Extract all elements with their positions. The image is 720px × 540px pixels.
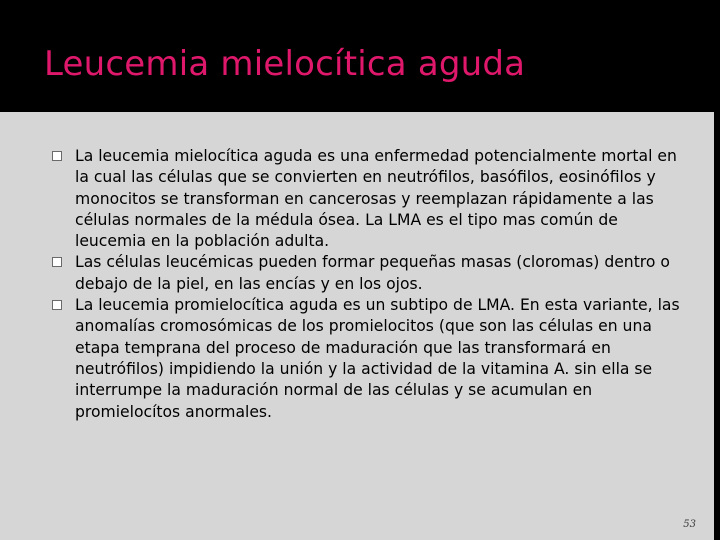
bullet-text-2: Las células leucémicas pueden formar pequeñas masas (cloromas) dentro o debajo de la piel, en las encías y en los ojos. xyxy=(75,253,670,293)
bullet-text-1: La leucemia mielocítica aguda es una enfermedad potencialmente mortal en la cual las células que se convierten en neutrófilos, basófilos, eosinófilos y monocitos se transforman en cancerosas y reemplazan rápidamente a las células normales de la médula ósea. La LMA es el tipo mas común de leucemia en la población adulta. xyxy=(75,147,677,251)
page-number: 53 xyxy=(683,519,696,530)
bullet-marker-icon xyxy=(52,151,62,161)
bullet-list xyxy=(0,146,714,423)
bullet-item-1 xyxy=(0,146,714,252)
panel-right-edge xyxy=(714,112,720,540)
bullet-text-3: La leucemia promielocítica aguda es un subtipo de LMA. En esta variante, las anomalías cromosómicas de los promielocitos (que son las células en una etapa temprana del proceso de maduración que las transformará en neutrófilos) impidiendo la unión y la actividad de la vitamina A. sin ella se interrumpe la maduración normal de las células y se acumulan en promielocítos anormales. xyxy=(75,296,680,421)
bullet-marker-icon xyxy=(52,300,62,310)
slide-title: Leucemia mielocítica aguda xyxy=(44,44,526,84)
title-bar xyxy=(0,0,720,112)
bullet-marker-icon xyxy=(52,257,62,267)
bullet-item-2 xyxy=(0,252,714,295)
bullet-item-3 xyxy=(0,295,714,423)
